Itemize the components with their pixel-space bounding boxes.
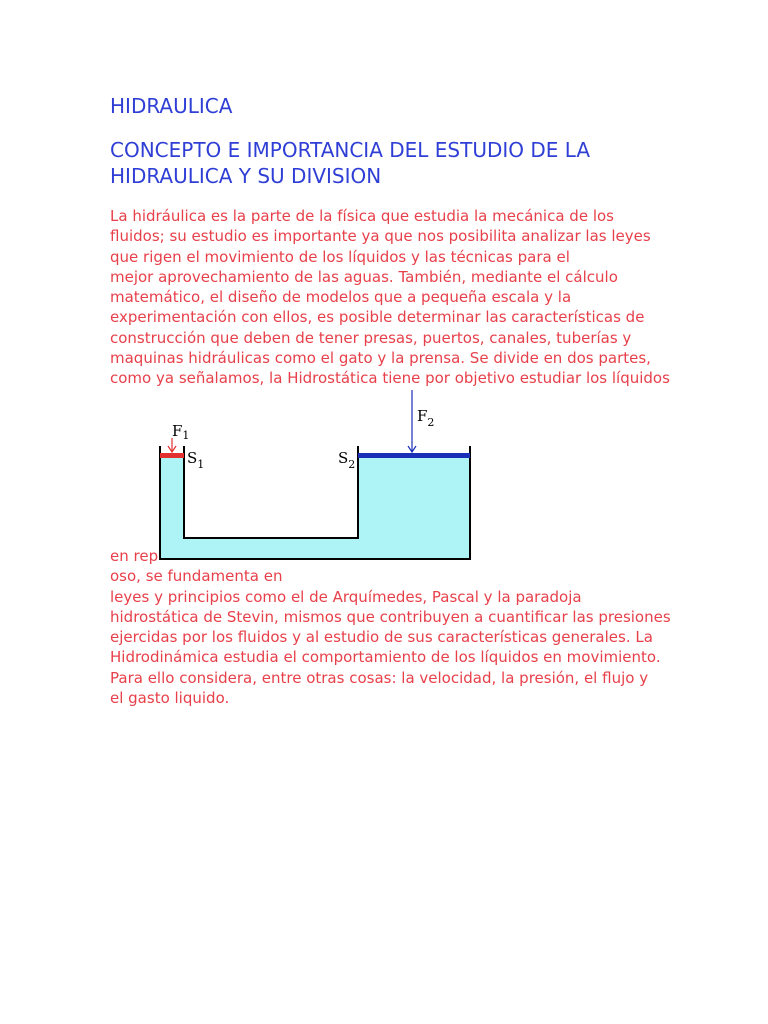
- label-f2-letter: F: [417, 407, 428, 425]
- paragraph-line: el gasto liquido.: [110, 689, 230, 708]
- paragraph-line: La hidráulica es la parte de la física que estudia la mecánica de los: [110, 207, 614, 225]
- label-s2: [338, 449, 355, 471]
- paragraph-line: ejercidas por los fluidos y al estudio de sus características generales. La: [110, 628, 653, 647]
- label-s1-sub: 1: [197, 458, 205, 471]
- paragraph-line: fluidos; su estudio es importante ya que nos posibilita analizar las leyes: [110, 227, 651, 246]
- paragraph-line: Hidrodinámica estudia el comportamiento de los líquidos en movimiento.: [110, 648, 661, 667]
- inline-text-left: en rep: [110, 547, 159, 565]
- label-s1: [187, 449, 204, 471]
- label-s2-letter: S: [338, 449, 349, 467]
- paragraph-line: matemático, el diseño de modelos que a pequeña escala y la: [110, 288, 572, 307]
- force-arrow-f2: [408, 390, 416, 452]
- paragraph-line: maquinas hidráulicas como el gato y la prensa. Se divide en dos partes,: [110, 349, 651, 368]
- paragraph-line: que rigen el movimiento de los líquidos y las técnicas para el: [110, 247, 570, 266]
- small-piston: [160, 453, 184, 458]
- large-piston: [358, 453, 470, 458]
- paragraph-line: construcción que deben de tener presas, puertos, canales, tuberías y: [110, 328, 632, 347]
- paragraph-line: hidrostática de Stevin, mismos que contribuyen a cuantificar las presiones: [110, 607, 671, 626]
- paragraph-line: como ya señalamos, la Hidrostática tiene por objetivo estudiar los líquidos: [110, 369, 670, 388]
- paragraph-line: Para ello considera, entre otras cosas: la velocidad, la presión, el flujo y: [110, 668, 649, 687]
- label-f1: [172, 422, 189, 442]
- label-f2-sub: 2: [427, 416, 435, 429]
- paragraph-continuation: [110, 546, 671, 708]
- paragraph-line: mejor aprovechamiento de las aguas. También, mediante el cálculo: [110, 267, 618, 286]
- inline-text-right: oso, se fundamenta en: [110, 567, 283, 586]
- liquid-body: [160, 455, 470, 559]
- label-f2: [417, 407, 434, 429]
- label-f1-sub: 1: [182, 429, 190, 442]
- paragraph-line: experimentación con ellos, es posible determinar las características de: [110, 308, 645, 327]
- label-s2-sub: 2: [348, 458, 356, 471]
- hydraulic-press-diagram: [150, 388, 480, 566]
- page-title: HIDRAULICA: [110, 94, 233, 118]
- section-heading: CONCEPTO E IMPORTANCIA DEL ESTUDIO DE LA HIDRAULICA Y SU DIVISION: [110, 138, 591, 188]
- label-f1-letter: F: [172, 422, 183, 440]
- paragraph-intro: [110, 206, 670, 389]
- label-s1-letter: S: [187, 449, 198, 467]
- force-arrow-f1: [168, 438, 176, 452]
- paragraph-line: leyes y principios como el de Arquímedes, Pascal y la paradoja: [110, 587, 582, 606]
- paragraph-line-split: [110, 546, 671, 587]
